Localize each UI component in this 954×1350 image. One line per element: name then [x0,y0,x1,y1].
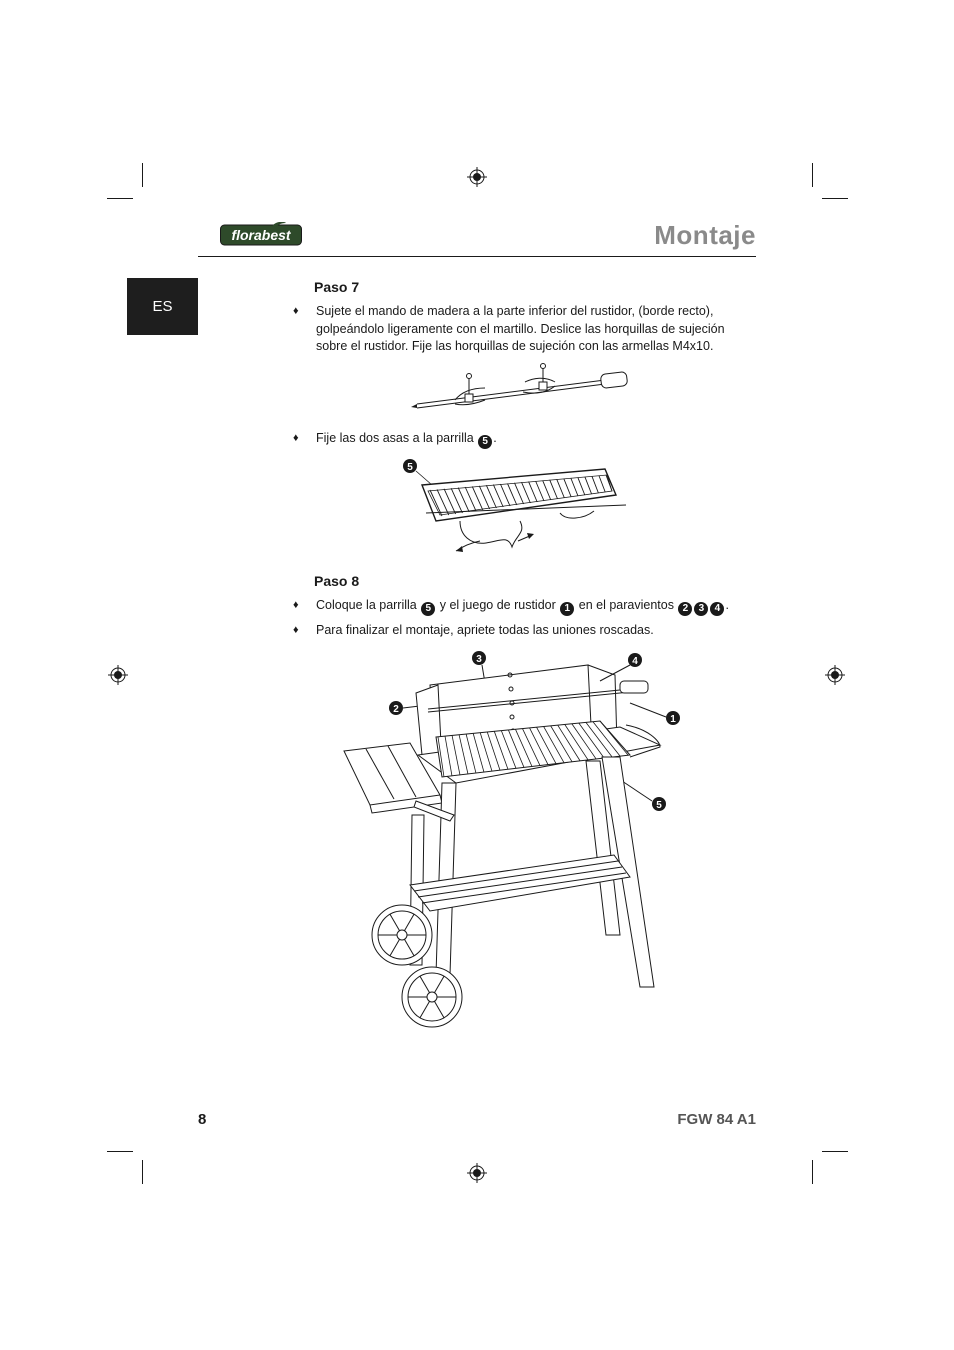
crop-mark [812,1160,813,1184]
step7-heading: Paso 7 [314,279,360,295]
logo-text: florabest [231,227,291,243]
step7-bullet-2: ♦ Fije las dos asas a la parrilla 5 . [293,431,497,447]
crop-mark [142,1160,143,1184]
step8-bullet-2: ♦ Para finalizar el montaje, apriete todas las uniones roscadas. [293,622,733,640]
svg-text:5: 5 [407,462,413,473]
ref-number-badge: 4 [710,602,724,616]
ref-number-badge: 5 [478,435,492,449]
crop-mark [822,1151,848,1152]
diamond-bullet-icon: ♦ [293,432,299,444]
registration-mark-icon [467,1163,487,1183]
svg-text:1: 1 [670,714,676,725]
crop-mark [107,198,133,199]
registration-mark-icon [467,167,487,187]
barbecue-assembly-figure [330,645,690,1035]
ref-number-badge: 5 [421,602,435,616]
page-title: Montaje [654,220,756,250]
svg-text:4: 4 [632,656,638,667]
crop-mark [822,198,848,199]
page-number: 8 [198,1111,207,1128]
brand-logo [220,222,302,246]
language-tab: ES [127,278,198,335]
rotisserie-spit-figure [405,360,635,412]
step7-bullet-1: ♦ Sujete el mando de madera a la parte inferior del rustidor, (borde recto), golpeándolo ligeramente con el martillo. Deslice las horquillas de sujeción sobre el rustidor. Fije las horquillas de sujeción con las armellas M4x10. [293,304,725,353]
crop-mark [142,163,143,187]
ref-number-badge: 3 [694,602,708,616]
grill-grate-figure [400,455,640,560]
registration-mark-icon [108,665,128,685]
step8-heading: Paso 8 [314,573,360,589]
crop-mark [812,163,813,187]
diamond-bullet-icon: ♦ [293,599,299,611]
ref-number-badge: 1 [560,602,574,616]
model-number: FGW 84 A1 [677,1111,756,1128]
svg-text:5: 5 [656,800,662,811]
svg-text:2: 2 [393,704,399,715]
diamond-bullet-icon: ♦ [293,305,299,317]
svg-text:3: 3 [476,654,482,665]
crop-mark [107,1151,133,1152]
diamond-bullet-icon: ♦ [293,624,299,636]
step8-bullet-1: ♦ Coloque la parrilla 5 y el juego de rustidor 1 en el paravientos 2 3 4 . [293,598,729,614]
registration-mark-icon [825,665,845,685]
header-divider [198,256,756,257]
ref-number-badge: 2 [678,602,692,616]
